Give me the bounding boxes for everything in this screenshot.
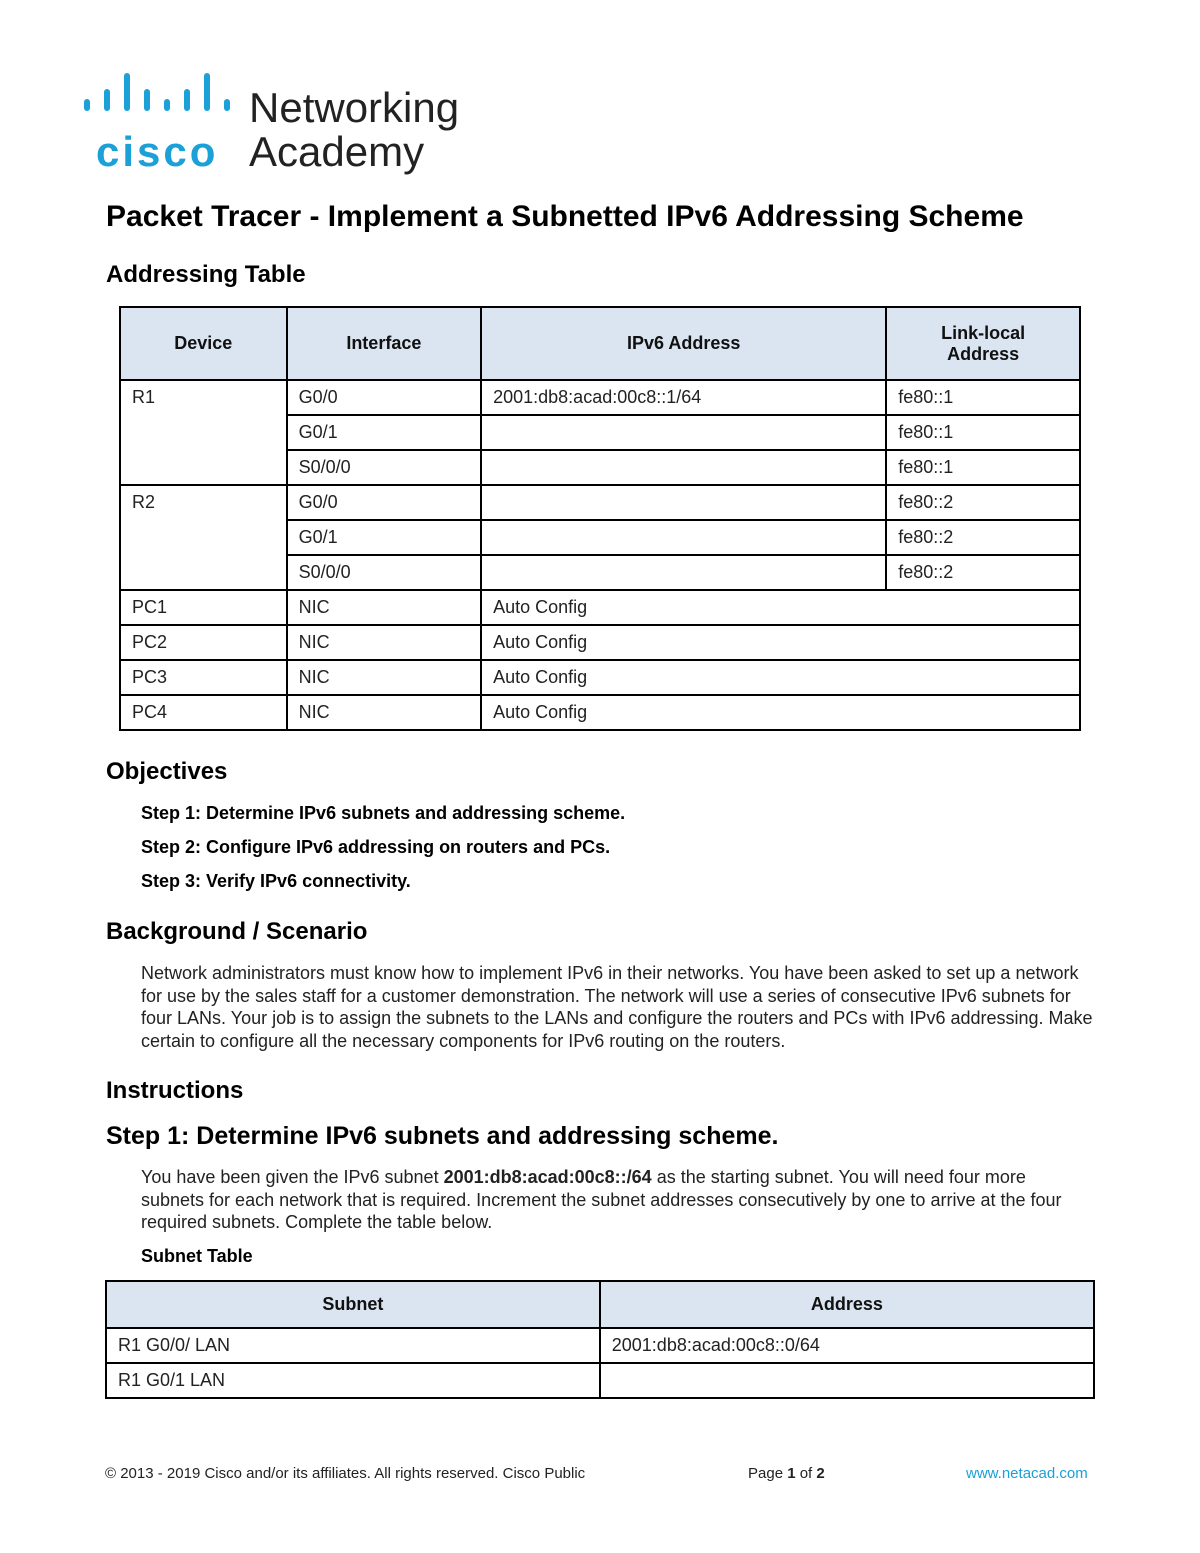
objectives-heading: Objectives [106,758,228,785]
cell: R1 G0/0/ LAN [106,1328,600,1363]
table-row [106,1363,1094,1398]
cell: PC4 [120,695,287,730]
subnet-table [105,1280,1095,1399]
cell: PC1 [120,590,287,625]
addressing-table [119,306,1081,731]
cell: fe80::1 [886,450,1080,485]
cell: NIC [287,625,482,660]
cell [481,485,886,520]
header-ipv6: IPv6 Address [481,307,886,380]
subnet-table-label: Subnet Table [141,1246,253,1266]
background-heading: Background / Scenario [106,918,368,945]
cell: fe80::2 [886,555,1080,590]
table-row [120,625,1080,660]
cell: R2 [120,485,287,590]
cell: fe80::2 [886,485,1080,520]
cell: Auto Config [481,695,1080,730]
table-row [106,1328,1094,1363]
header-address: Address [600,1281,1094,1328]
table-row [120,590,1080,625]
cell: G0/0 [287,380,482,415]
cisco-bars-icon [84,86,234,131]
header-device: Device [120,307,287,380]
instructions-heading: Instructions [106,1077,244,1104]
header-link-local: Link-local Address [886,307,1080,380]
cell [481,415,886,450]
cell: NIC [287,590,482,625]
table-row [120,660,1080,695]
objective-step-2: Step 2: Configure IPv6 addressing on routers and PCs. [141,837,611,857]
cell: 2001:db8:acad:00c8::0/64 [600,1328,1094,1363]
table-row [120,380,1080,415]
cell: PC2 [120,625,287,660]
cell: fe80::1 [886,380,1080,415]
cell: NIC [287,660,482,695]
footer-copyright: © 2013 - 2019 Cisco and/or its affiliates. All rights reserved. Cisco Public [105,1465,586,1482]
cell: G0/1 [287,520,482,555]
cell: G0/1 [287,415,482,450]
table-row [120,485,1080,520]
cell: Auto Config [481,590,1080,625]
objective-step-1: Step 1: Determine IPv6 subnets and addressing scheme. [141,803,626,823]
cell [481,450,886,485]
cell: G0/0 [287,485,482,520]
background-text: Network administrators must know how to implement IPv6 in their networks. You have been asked to set up a network for use by the sales staff for a customer demonstration. The network will use a series of consecutive IPv6 subnets for four LANs. Your job is to assign the subnets to the LANs and configure the routers and PCs with IPv6 addressing. Make certain to configure all the necessary components for IPv6 routing on the routers. [141,963,1093,1051]
table-row [120,695,1080,730]
cell: Auto Config [481,660,1080,695]
cell: S0/0/0 [287,450,482,485]
cell: R1 [120,380,287,485]
header-interface: Interface [287,307,482,380]
objective-step-3: Step 3: Verify IPv6 connectivity. [141,871,411,891]
page-title: Packet Tracer - Implement a Subnetted IPv6 Addressing Scheme [106,200,1024,233]
step1-heading: Step 1: Determine IPv6 subnets and addressing scheme. [106,1122,779,1150]
cell: fe80::1 [886,415,1080,450]
cisco-networking-academy-logo [84,86,474,181]
header-subnet: Subnet [106,1281,600,1328]
cell [481,520,886,555]
addressing-table-heading: Addressing Table [106,261,306,288]
academy-wordmark: Networking Academy [249,84,460,175]
cell[interactable] [600,1363,1094,1398]
cell: 2001:db8:acad:00c8::1/64 [481,380,886,415]
cell: Auto Config [481,625,1080,660]
cell: fe80::2 [886,520,1080,555]
cell: S0/0/0 [287,555,482,590]
cisco-wordmark: cisco [96,128,219,175]
netacad-link[interactable]: www.netacad.com [966,1465,1088,1482]
step1-text: You have been given the IPv6 subnet 2001:db8:acad:00c8::/64 as the starting subnet. You will need four more subnets for each network that is required. Increment the subnet addresses consecutively by one to arrive at the four required subnets. Complete the table below. [141,1167,1062,1233]
footer-page-number: Page 1 of 2 [748,1465,825,1482]
cell [481,555,886,590]
cell: R1 G0/1 LAN [106,1363,600,1398]
cell: PC3 [120,660,287,695]
cell: NIC [287,695,482,730]
